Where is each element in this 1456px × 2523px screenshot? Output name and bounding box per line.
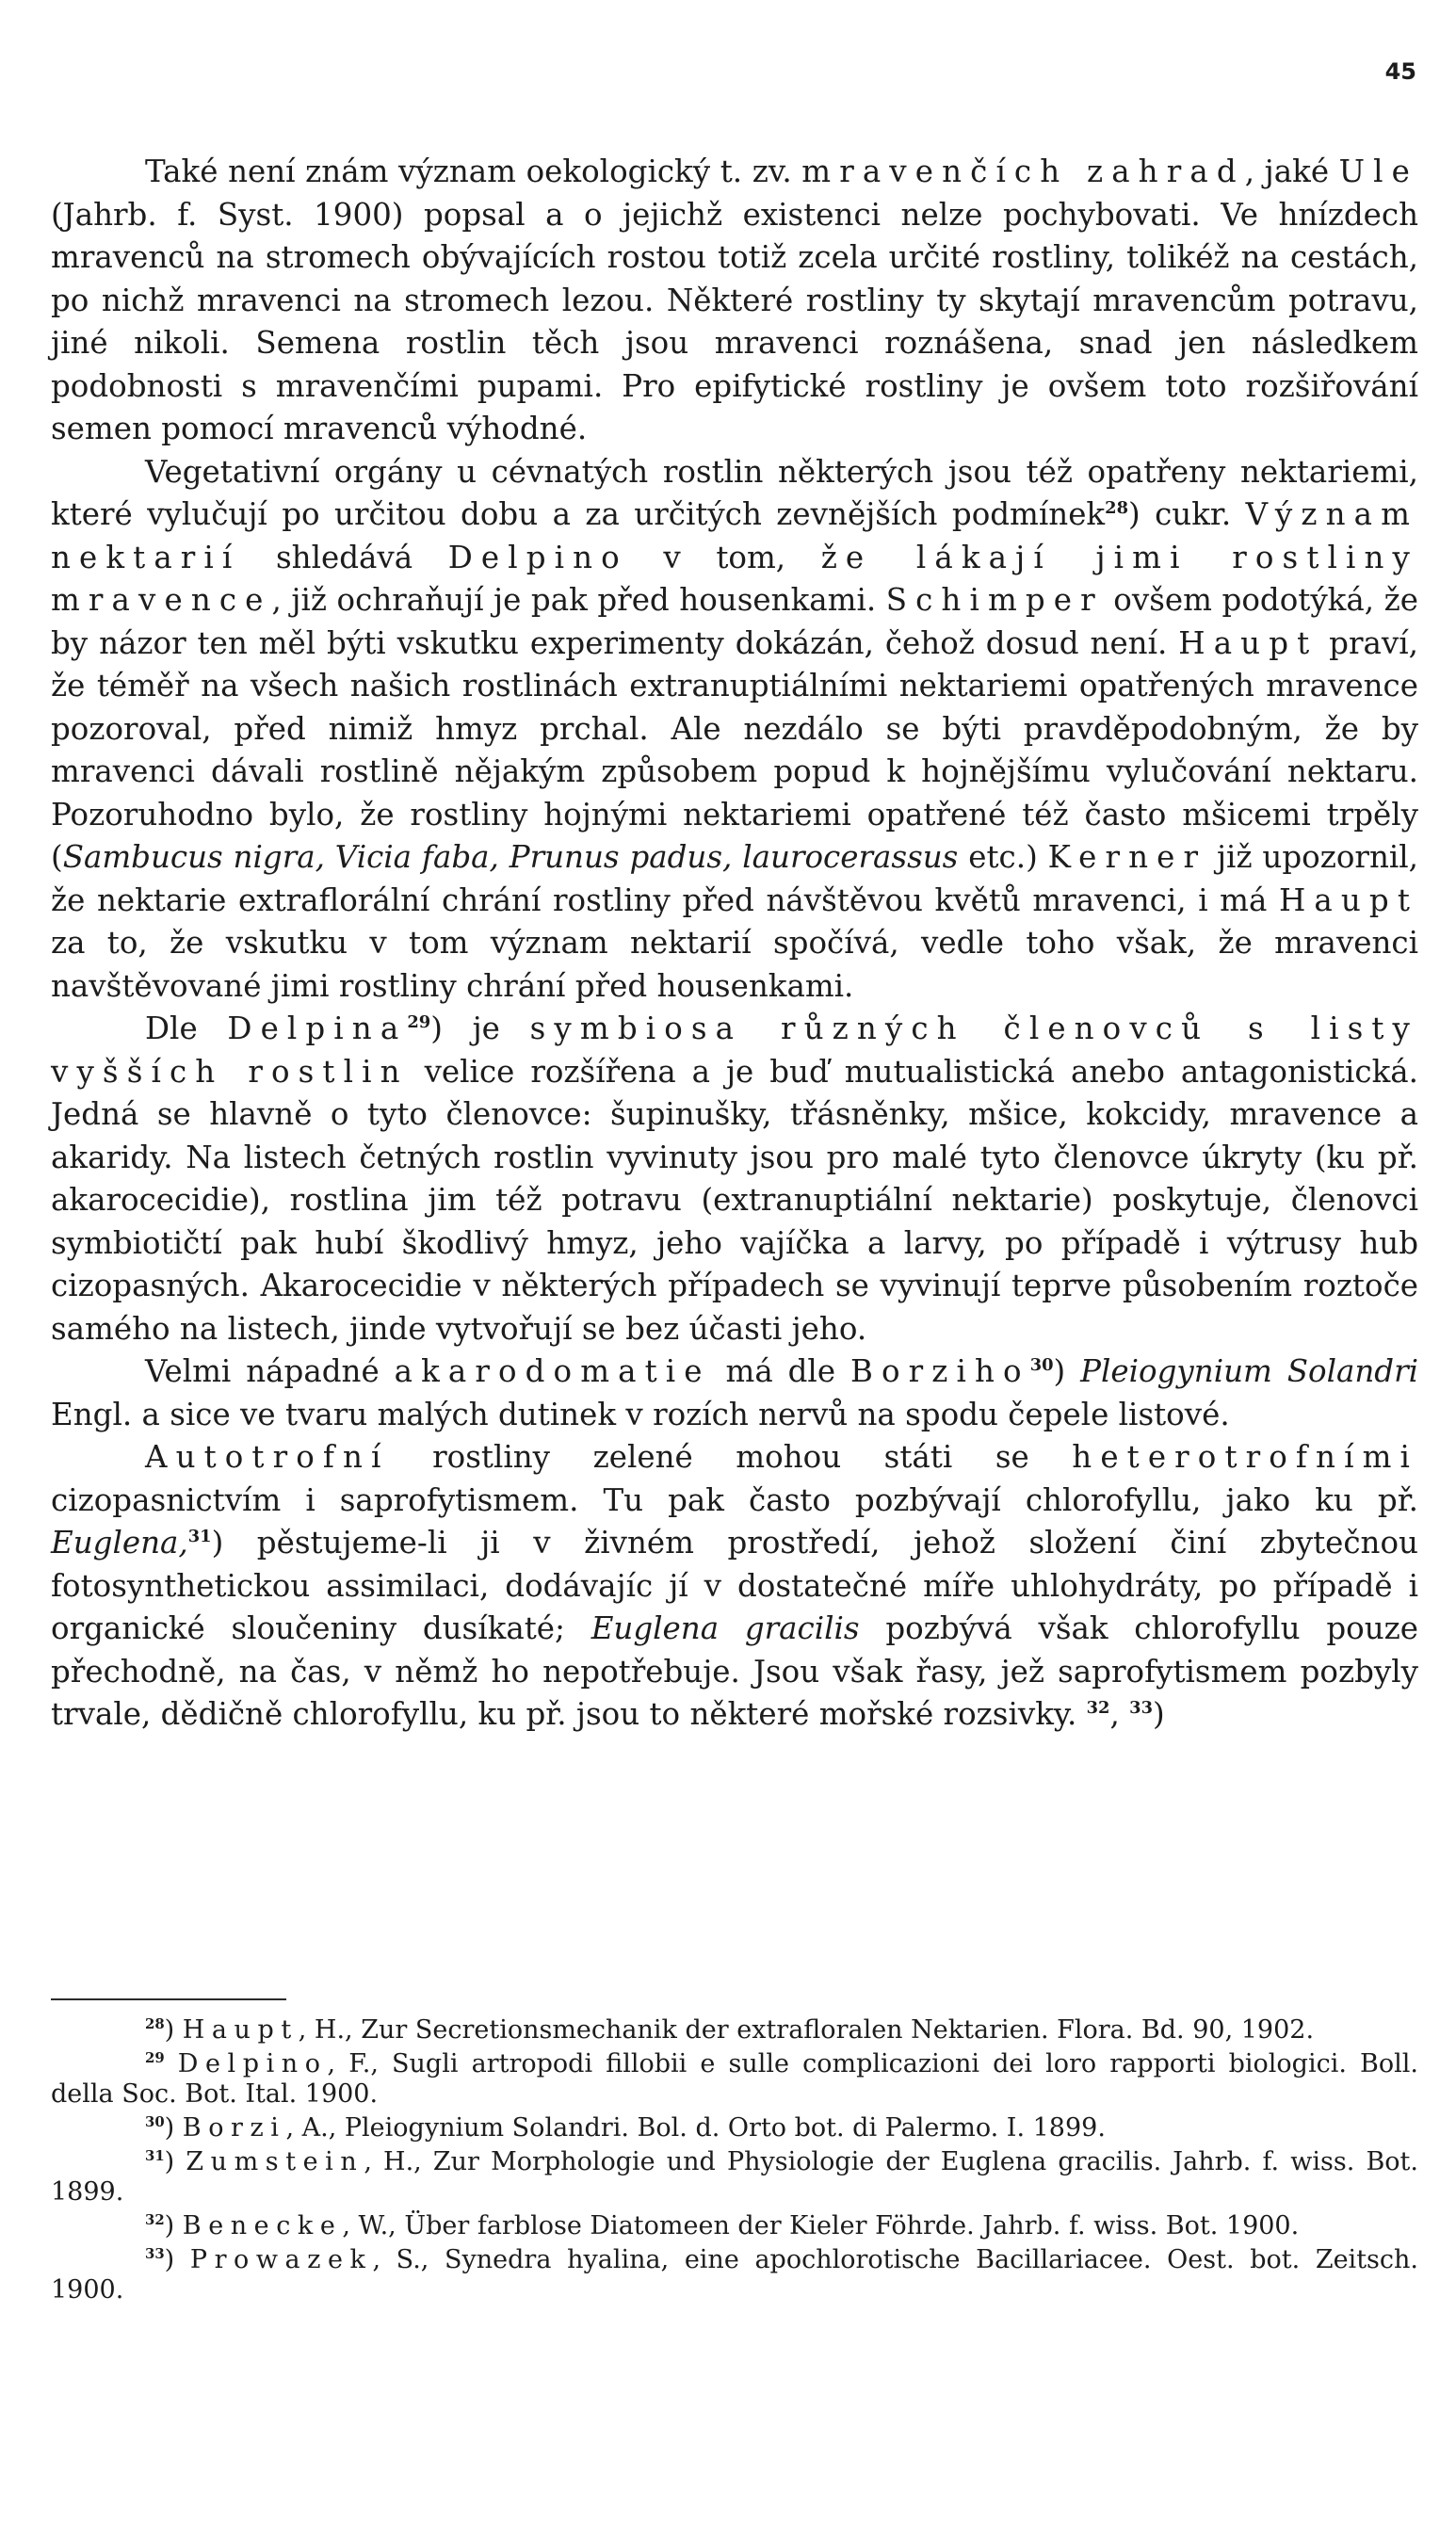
- footnote-ref: 30: [1029, 1355, 1054, 1376]
- footnote: [51, 2113, 1418, 2143]
- text-run: v tom,: [627, 539, 821, 575]
- text-run: ) pěstujeme-li ji v živném prostředí, jehož složení činí zbytečnou fotosynthetickou assimilaci, dodávajíc jí v dostatečné míře uhlohydráty, po případě i organické sloučeniny dusíkaté;: [51, 1525, 1418, 1646]
- main-text: [51, 151, 1418, 1737]
- text-run: ): [164, 2147, 186, 2176]
- spaced-emphasis: Borzi: [182, 2113, 286, 2143]
- text-run: ovšem podotýká, že by názor ten měl býti vskutku experimenty dokázán, čehož dosud není.: [51, 582, 1418, 661]
- paragraph: [51, 1350, 1418, 1436]
- footnote-ref: 28: [145, 2015, 165, 2032]
- text-run: ): [164, 2245, 190, 2274]
- spaced-emphasis: Prowazek: [189, 2245, 373, 2274]
- text-run: , W., Über farblose Diatomeen der Kieler Föhrde. Jahrb. f. wiss. Bot. 1900.: [342, 2211, 1300, 2240]
- italic-taxon: Pleiogynium Solandri: [1080, 1353, 1419, 1389]
- text-run: , H., Zur Secretionsmechanik der extrafloralen Nektarien. Flora. Bd. 90, 1902.: [298, 2015, 1315, 2045]
- text-run: , F., Sugli artropodi fillobii e sulle complicazioni dei loro rapporti biologici. Boll. della Soc. Bot. Ital. 1900.: [51, 2049, 1418, 2109]
- spaced-emphasis: že lákají jimi rostliny mravence: [51, 539, 1418, 618]
- footnote-ref: 32: [1086, 1698, 1110, 1719]
- text-run: ) cukr.: [1128, 496, 1246, 532]
- spaced-emphasis: Autotrofní: [145, 1439, 390, 1475]
- spaced-emphasis: Schimper: [885, 582, 1104, 618]
- text-run: ) je: [430, 1011, 530, 1046]
- spaced-emphasis: mravenčích zahrad: [801, 154, 1245, 189]
- footnotes: [51, 2015, 1418, 2309]
- text-run: , S., Synedra hyalina, eine apochlorotische Bacillariacee. Oest. bot. Zeitsch. 1900.: [51, 2245, 1418, 2305]
- text-run: , jaké: [1244, 154, 1339, 189]
- text-run: velice rozšířena a je buď mutualistická anebo antagonistická. Jedná se hlavně o tyto členovce: šupinušky, třásněnky, mšice, kokcidy, mravence a akaridy. Na listech četných rostlin vyvinuty jsou pro malé tyto členovce úkryty (ku př. akarocecidie), rostlina jim též potravu (extranuptiální nektarie) poskytuje, členovci symbiotičtí pak hubí škodlivý hmyz, jeho vajíčka a larvy, po případě i výtrusy hub cizopasných. Akarocecidie v některých případech se vyvinují teprve působením roztoče samého na listech, jinde vytvořují se bez účasti jeho.: [51, 1053, 1419, 1347]
- spaced-emphasis: Haupt: [1178, 624, 1318, 661]
- text-run: ,: [1109, 1696, 1130, 1732]
- text-run: Vegetativní orgány u cévnatých rostlin některých jsou též opatřeny nektariemi, které vylučují po určitou dobu a za určitých zevnějších podmínek: [51, 453, 1418, 532]
- spaced-emphasis: Haupt: [1278, 881, 1418, 918]
- text-run: (Jahrb. f. Syst. 1900) popsal a o jejichž existenci nelze pochybovati. Ve hnízdech mravenců na stromech obývajících rostou totiž zcela určité rostliny, tolikéž na cestách, po nichž mravenci na stromech lezou. Některé rostliny ty skytají mravencům potravu, jiné nikoli. Semena rostlin těch jsou mravenci roznášena, snad jen následkem podobnosti s mravenčími pupami. Pro epifytické rostliny je ovšem toto rozšiřování semen pomocí mravenců výhodné.: [51, 196, 1418, 446]
- spaced-emphasis: Delpino: [177, 2049, 328, 2078]
- spaced-emphasis: Zumstein: [186, 2147, 364, 2176]
- text-run: ): [1153, 1696, 1165, 1732]
- footnote: [51, 2049, 1418, 2110]
- text-run: shledává: [240, 539, 448, 575]
- spaced-emphasis: Benecke: [182, 2211, 343, 2240]
- footnote-ref: 31: [145, 2147, 165, 2164]
- italic-taxon: Sambucus nigra, Vicia faba, Prunus padus, laurocerassus: [62, 839, 959, 875]
- text-run: Engl. a sice ve tvaru malých dutinek v rozích nervů na spodu čepele listové.: [51, 1396, 1230, 1432]
- spaced-emphasis: symbiosa různých členovců s listy vyšších rostlin: [51, 1011, 1418, 1090]
- spaced-emphasis: Borziho: [849, 1353, 1030, 1389]
- text-run: cizopasnictvím i saprofytismem. Tu pak často pozbývají chlorofyllu, jako ku př.: [51, 1481, 1418, 1518]
- footnote-ref: 31: [187, 1527, 212, 1547]
- text-run: ): [164, 2113, 183, 2143]
- text-run: , A., Pleiogynium Solandri. Bol. d. Orto bot. di Palermo. I. 1899.: [285, 2113, 1106, 2143]
- text-run: , H., Zur Morphologie und Physiologie der Euglena gracilis. Jahrb. f. wiss. Bot. 1899.: [51, 2147, 1418, 2207]
- spaced-emphasis: Ule: [1338, 154, 1418, 189]
- text-run: Také není znám význam oekologický t. zv.: [145, 154, 802, 189]
- text-run: [165, 2049, 178, 2078]
- text-run: již upozornil, že nektarie extraflorální chrání rostliny před návštěvou květů mravenci, i má: [51, 839, 1419, 918]
- footnote-ref: 30: [145, 2113, 165, 2130]
- footnote: [51, 2015, 1418, 2046]
- footnote: [51, 2147, 1418, 2208]
- spaced-emphasis: akarodomatie: [394, 1353, 711, 1389]
- footnote: [51, 2245, 1418, 2305]
- spaced-emphasis: heterotrofními: [1072, 1439, 1418, 1475]
- footnote-ref: 28: [1105, 498, 1128, 519]
- spaced-emphasis: Delpino: [447, 539, 628, 575]
- spaced-emphasis: Haupt: [182, 2015, 299, 2045]
- text-run: ): [164, 2015, 183, 2045]
- text-run: Velmi nápadné: [145, 1353, 395, 1389]
- text-run: ): [164, 2211, 183, 2240]
- text-run: Dle: [145, 1011, 228, 1046]
- text-run: pozbývá však chlorofyllu pouze přechodně, na čas, v němž ho nepotřebuje. Jsou však řasy, jež saprofytismem pozbyly trvale, dědičně chlorofyllu, ku př. jsou to některé mořské rozsivky.: [51, 1610, 1419, 1732]
- spaced-emphasis: Význam nektarií: [51, 496, 1419, 575]
- text-run: ): [1053, 1353, 1081, 1389]
- text-run: , již ochraňují je pak před housenkami.: [271, 582, 886, 618]
- page-number: 45: [1384, 58, 1416, 85]
- paragraph: [51, 151, 1418, 451]
- footnote-ref: 33: [145, 2245, 165, 2262]
- italic-taxon: Euglena,: [51, 1525, 188, 1561]
- paragraph: [51, 1008, 1418, 1350]
- paragraph: [51, 451, 1418, 1009]
- text-run: etc.): [958, 839, 1048, 875]
- text-run: rostliny zelené mohou státi se: [389, 1439, 1073, 1475]
- footnote: [51, 2211, 1418, 2241]
- spaced-emphasis: Delpina: [227, 1011, 408, 1046]
- footnote-ref: 32: [145, 2211, 165, 2228]
- text-run: praví, že téměř na všech našich rostlinách extranuptiálními nektariemi opatřených mravence pozoroval, před nimiž hmyz prchal. Ale nezdálo se býti pravděpodobným, že by mravenci dávali rostlině nějakým způsobem popud k hojnějšímu vylučování nektaru. Pozoruhodno bylo, že rostliny hojnými nektariemi opatřené též často mšicemi trpěly (: [51, 624, 1418, 875]
- paragraph: [51, 1436, 1418, 1737]
- spaced-emphasis: Kerner: [1047, 839, 1207, 875]
- footnote-ref: 29: [407, 1012, 431, 1033]
- text-run: za to, že vskutku v tom význam nektarií spočívá, vedle toho však, že mravenci navštěvované jimi rostliny chrání před housenkami.: [51, 925, 1418, 1004]
- text-run: má dle: [710, 1353, 850, 1389]
- footnote-ref: 29: [145, 2049, 165, 2066]
- footnote-divider: [51, 1998, 286, 2000]
- footnote-ref: 33: [1129, 1698, 1154, 1719]
- italic-taxon: Euglena gracilis: [590, 1610, 860, 1646]
